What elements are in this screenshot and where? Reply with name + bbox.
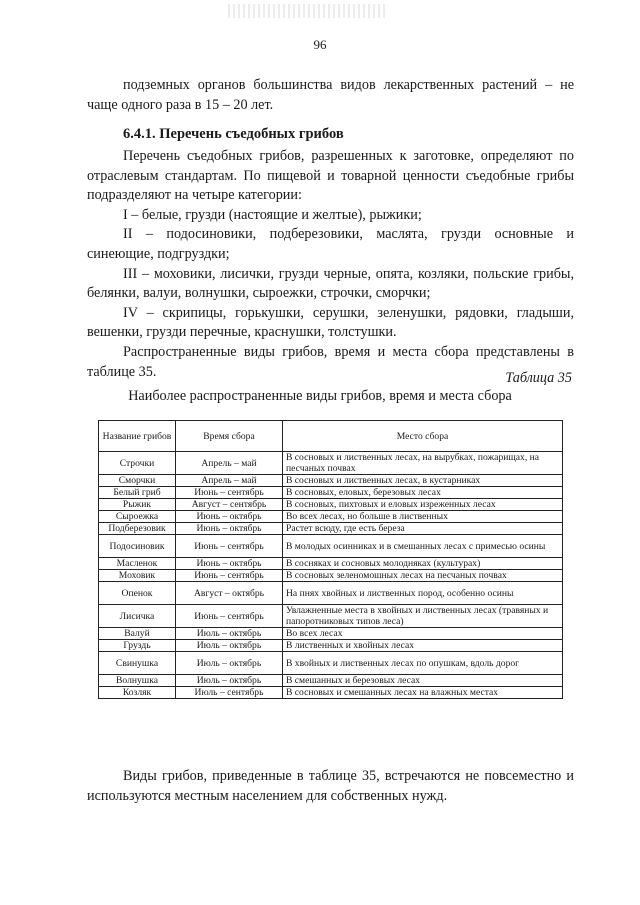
paragraph: III – моховики, лисички, грузди черные, опята, козляки, польские грибы, белянки, валуи, волнушки, сыроежки, строчки, сморчки; xyxy=(87,265,574,302)
cell-name: Белый гриб xyxy=(99,487,176,499)
cell-time: Июнь – сентябрь xyxy=(176,605,283,628)
cell-name: Козляк xyxy=(99,687,176,699)
table-row xyxy=(99,570,563,582)
table-row xyxy=(99,675,563,687)
cell-time: Июль – октябрь xyxy=(176,675,283,687)
cell-name: Подосиновик xyxy=(99,535,176,558)
body-text xyxy=(87,147,574,382)
cell-place: В смешанных и березовых лесах xyxy=(283,675,563,687)
cell-time: Июль – октябрь xyxy=(176,640,283,652)
cell-place: В сосняках и сосновых молодняках (культурах) xyxy=(283,558,563,570)
cell-name: Волнушка xyxy=(99,675,176,687)
cell-name: Моховик xyxy=(99,570,176,582)
cell-place: В сосновых и лиственных лесах, в кустарниках xyxy=(283,475,563,487)
closing-text xyxy=(87,767,574,806)
intro-paragraph: подземных органов большинства видов лекарственных растений – не чаще одного раза в 15 – 20 лет. xyxy=(87,77,574,113)
cell-place: В сосновых, еловых, березовых лесах xyxy=(283,487,563,499)
table-row xyxy=(99,652,563,675)
cell-place: В молодых осинниках и в смешанных лесах с примесью осины xyxy=(283,535,563,558)
cell-place: В лиственных и хвойных лесах xyxy=(283,640,563,652)
cell-time: Апрель – май xyxy=(176,452,283,475)
cell-place: Во всех лесах xyxy=(283,628,563,640)
cell-time: Июнь – сентябрь xyxy=(176,535,283,558)
table-title: Наиболее распространенные виды грибов, время и места сбора xyxy=(128,388,512,404)
table-row xyxy=(99,558,563,570)
cell-name: Свинушка xyxy=(99,652,176,675)
header-place: Место сбора xyxy=(283,421,563,452)
cell-place: В сосновых и лиственных лесах, на вырубках, пожарищах, на песчаных почвах xyxy=(283,452,563,475)
cell-place: В сосновых, пихтовых и еловых изреженных лесах xyxy=(283,499,563,511)
cell-name: Рыжик xyxy=(99,499,176,511)
closing-paragraph: Виды грибов, приведенные в таблице 35, встречаются не повсеместно и используются местным населением для собственных нужд. xyxy=(87,768,574,804)
table-number: Таблица 35 xyxy=(505,370,572,386)
cell-place: Растет всюду, где есть береза xyxy=(283,523,563,535)
table-row xyxy=(99,452,563,475)
table-row xyxy=(99,687,563,699)
paragraph: II – подосиновики, подберезовики, маслята, грузди основные и синеющие, подгруздки; xyxy=(87,226,574,262)
cell-time: Июнь – сентябрь xyxy=(176,487,283,499)
table-row xyxy=(99,475,563,487)
paragraph: Перечень съедобных грибов, разрешенных к заготовке, определяют по отраслевым стандартам. По пищевой и товарной ценности съедобные грибы подразделяют на четыре категории: xyxy=(87,148,574,204)
section-heading: 6.4.1. Перечень съедобных грибов xyxy=(123,126,344,142)
cell-time: Август – сентябрь xyxy=(176,499,283,511)
cell-name: Валуй xyxy=(99,628,176,640)
cell-name: Масленок xyxy=(99,558,176,570)
table-header-row xyxy=(99,421,563,452)
table-row xyxy=(99,499,563,511)
table-row xyxy=(99,535,563,558)
cell-place: На пнях хвойных и лиственных пород, особенно осины xyxy=(283,582,563,605)
cell-name: Опенок xyxy=(99,582,176,605)
table-row xyxy=(99,487,563,499)
cell-place: В сосновых и смешанных лесах на влажных местах xyxy=(283,687,563,699)
paragraph: Распространенные виды грибов, время и места сбора представлены в таблице 35. xyxy=(87,343,574,380)
paragraph: IV – скрипицы, горькушки, серушки, зеленушки, рядовки, гладыши, вешенки, грузди перечные, краснушки, толстушки. xyxy=(87,304,574,341)
header-name: Название грибов xyxy=(99,421,176,452)
table-row xyxy=(99,511,563,523)
cell-time: Июнь – октябрь xyxy=(176,523,283,535)
cell-place: Во всех лесах, но больше в лиственных xyxy=(283,511,563,523)
intro-text xyxy=(87,76,574,115)
cell-name: Сыроежка xyxy=(99,511,176,523)
cell-time: Июнь – сентябрь xyxy=(176,570,283,582)
scan-noise xyxy=(228,4,388,18)
cell-name: Подберезовик xyxy=(99,523,176,535)
table-row xyxy=(99,640,563,652)
cell-name: Сморчки xyxy=(99,475,176,487)
cell-place: Увлажненные места в хвойных и лиственных лесах (травяных и папоротниковых типов леса) xyxy=(283,605,563,628)
page-number: 96 xyxy=(313,37,327,52)
table-row xyxy=(99,582,563,605)
table-row xyxy=(99,523,563,535)
cell-time: Август – октябрь xyxy=(176,582,283,605)
cell-place: В сосновых зеленомошных лесах на песчаных почвах xyxy=(283,570,563,582)
table-body xyxy=(99,452,563,699)
header-time: Время сбора xyxy=(176,421,283,452)
cell-time: Июнь – октябрь xyxy=(176,558,283,570)
cell-name: Лисичка xyxy=(99,605,176,628)
cell-time: Июль – октябрь xyxy=(176,652,283,675)
cell-time: Июль – сентябрь xyxy=(176,687,283,699)
cell-time: Июль – октябрь xyxy=(176,628,283,640)
table-row xyxy=(99,605,563,628)
cell-time: Июнь – октябрь xyxy=(176,511,283,523)
cell-name: Груздь xyxy=(99,640,176,652)
cell-time: Апрель – май xyxy=(176,475,283,487)
cell-place: В хвойных и лиственных лесах по опушкам, вдоль дорог xyxy=(283,652,563,675)
cell-name: Строчки xyxy=(99,452,176,475)
paragraph: I – белые, грузди (настоящие и желтые), рыжики; xyxy=(123,206,422,223)
mushroom-table xyxy=(98,420,563,699)
table-row xyxy=(99,628,563,640)
